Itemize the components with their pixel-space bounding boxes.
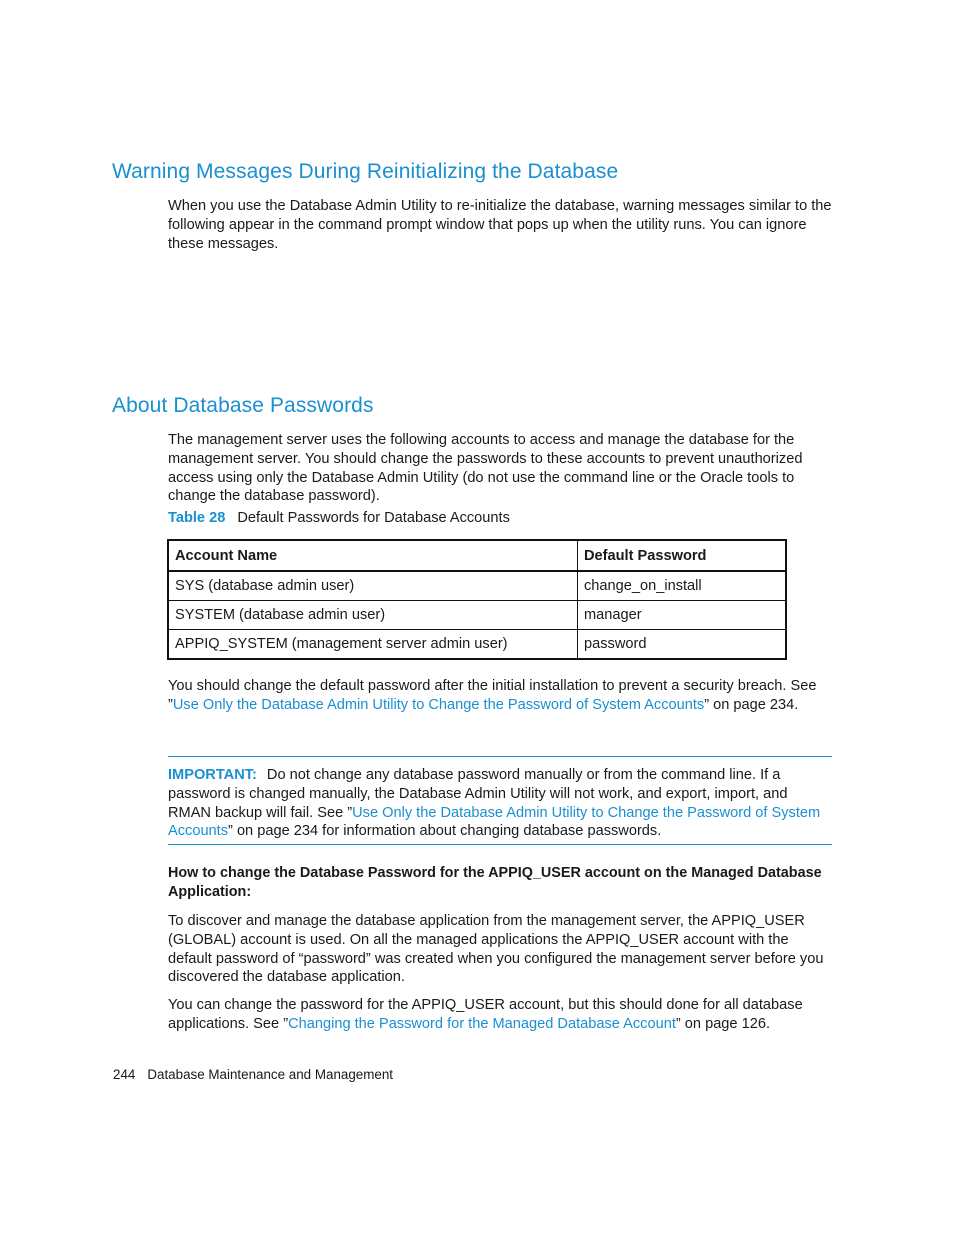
- table-row: [168, 601, 786, 630]
- about-passwords-intro: The management server uses the following accounts to access and manage the database for the management server. You should change the passwords to these accounts to prevent unauthorized access using only the Database Admin Utility (do not use the command line or the Oracle tools to change the database password).: [168, 432, 803, 505]
- important-top-rule: [168, 756, 832, 757]
- change-note-text-after: ” on page 234.: [704, 696, 799, 713]
- section-title-about-passwords: About Database Passwords: [112, 394, 374, 417]
- table-caption-text: Default Passwords for Database Accounts: [237, 510, 510, 526]
- table-cell-account: SYS (database admin user): [168, 571, 578, 601]
- howto-note-text-after: ” on page 126.: [675, 1015, 771, 1032]
- table-caption-label: Table 28: [168, 510, 226, 526]
- howto-note: [168, 996, 832, 1034]
- table-cell-account: SYSTEM (database admin user): [168, 601, 578, 630]
- table-row: [168, 630, 786, 660]
- change-default-password-note: [168, 677, 832, 715]
- link-use-only-admin-utility[interactable]: Use Only the Database Admin Utility to Change the Password of System Accounts: [172, 696, 705, 713]
- column-header-account-name: Account Name: [168, 540, 578, 571]
- page-footer: [113, 1067, 393, 1082]
- table-row: [168, 571, 786, 601]
- chapter-title: Database Maintenance and Management: [147, 1067, 394, 1082]
- important-bottom-rule: [168, 844, 832, 845]
- table-cell-password: password: [578, 630, 787, 660]
- howto-body: To discover and manage the database application from the management server, the APPIQ_USER (GLOBAL) account is used. On all the managed applications the APPIQ_USER account with the default password of “password” was created when you configured the management server before you discovered the database application.: [168, 913, 824, 986]
- table-header-row: [168, 540, 786, 571]
- howto-heading: How to change the Database Password for the APPIQ_USER account on the Managed Database Application:: [168, 865, 822, 900]
- section-title-warning-messages: Warning Messages During Reinitializing the Database: [112, 160, 619, 183]
- important-note: [168, 766, 832, 841]
- warning-messages-body: When you use the Database Admin Utility to re-initialize the database, warning messages similar to the following appear in the command prompt window that pops up when the utility runs. You can ignore these messages.: [168, 198, 832, 252]
- table-cell-password: change_on_install: [578, 571, 787, 601]
- column-header-default-password: Default Password: [578, 540, 787, 571]
- howto-note-text-before: You can change the password for the APPIQ_USER account, but this should done for all database applications. See ”: [168, 997, 803, 1032]
- link-changing-managed-db-password[interactable]: Changing the Password for the Managed Database Account: [288, 1015, 676, 1032]
- page-number: 244: [113, 1067, 136, 1082]
- table-caption: [168, 510, 510, 526]
- important-text-before: Do not change any database password manually or from the command line. If a password is changed manually, the Database Admin Utility will not work, and export, import, and RMAN backup will fail. See ”: [168, 767, 788, 821]
- change-note-text-before: You should change the default password after the initial installation to prevent a security breach. See ”: [168, 678, 817, 713]
- table-cell-account: APPIQ_SYSTEM (management server admin user): [168, 630, 578, 660]
- important-label: IMPORTANT:: [168, 767, 257, 783]
- important-text-after: ” on page 234 for information about changing database passwords.: [228, 823, 662, 840]
- link-use-only-admin-utility-important[interactable]: Use Only the Database Admin Utility to Change the Password of System Accounts: [168, 804, 821, 840]
- default-passwords-table: [167, 539, 787, 660]
- table-cell-password: manager: [578, 601, 787, 630]
